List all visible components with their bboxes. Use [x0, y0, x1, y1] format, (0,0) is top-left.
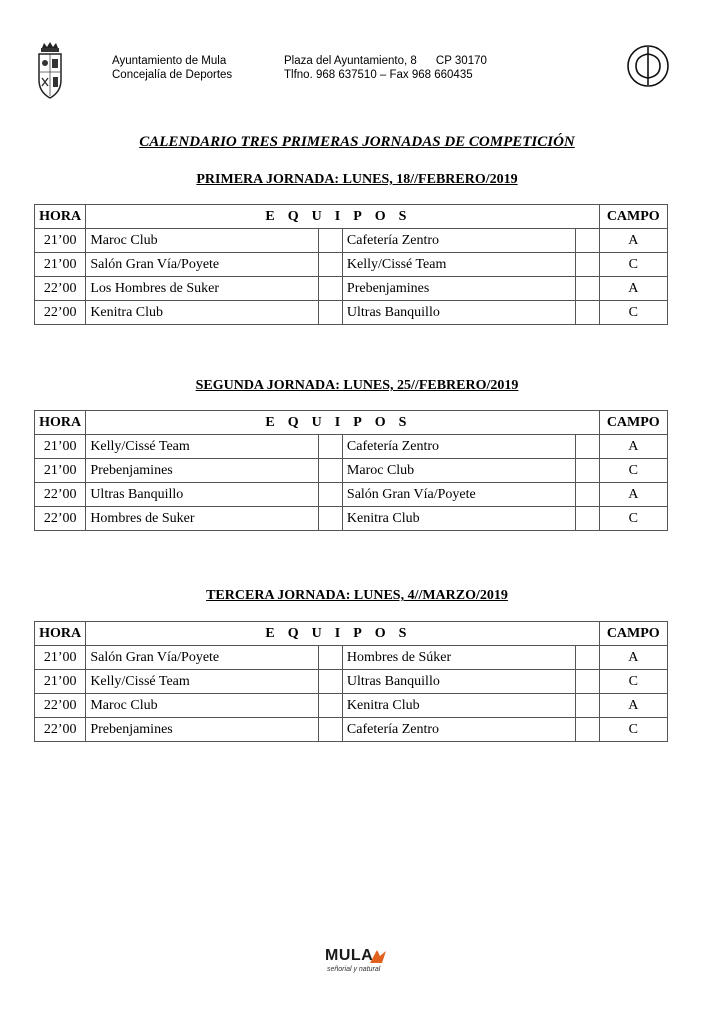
match-away-team: Prebenjamines	[342, 277, 575, 301]
empty-cell	[319, 718, 343, 742]
brand-accent-icon	[369, 948, 387, 964]
match-home-team: Prebenjamines	[86, 459, 319, 483]
table-row	[35, 670, 668, 694]
match-home-team: Los Hombres de Suker	[86, 277, 319, 301]
match-home-team: Prebenjamines	[86, 718, 319, 742]
header-equipos: EQUIPOS	[86, 411, 599, 435]
match-campo: C	[599, 718, 667, 742]
contact-block	[284, 54, 487, 82]
match-campo: C	[599, 253, 667, 277]
match-campo: A	[599, 694, 667, 718]
match-hora: 21’00	[35, 646, 86, 670]
match-campo: C	[599, 670, 667, 694]
match-home-team: Maroc Club	[86, 229, 319, 253]
table-row	[35, 483, 668, 507]
empty-cell	[575, 718, 599, 742]
brand-tagline: señorial y natural	[327, 966, 381, 973]
match-away-team: Ultras Banquillo	[342, 670, 575, 694]
match-away-team: Kelly/Cissé Team	[342, 253, 575, 277]
institution-address-block	[112, 54, 232, 82]
match-campo: A	[599, 483, 667, 507]
table-header-row	[35, 411, 668, 435]
match-hora: 22’00	[35, 694, 86, 718]
match-hora: 21’00	[35, 229, 86, 253]
table-row	[35, 435, 668, 459]
empty-cell	[319, 435, 343, 459]
table-row	[35, 253, 668, 277]
match-away-team: Maroc Club	[342, 459, 575, 483]
jornada-3-title: TERCERA JORNADA: LUNES, 4//MARZO/2019	[206, 588, 508, 603]
table-row	[35, 229, 668, 253]
jornada-3-table	[34, 621, 668, 742]
match-home-team: Kenitra Club	[86, 301, 319, 325]
empty-cell	[575, 507, 599, 531]
match-hora: 22’00	[35, 507, 86, 531]
match-home-team: Kelly/Cissé Team	[86, 435, 319, 459]
empty-cell	[575, 301, 599, 325]
empty-cell	[319, 507, 343, 531]
match-away-team: Cafetería Zentro	[342, 435, 575, 459]
empty-cell	[319, 694, 343, 718]
empty-cell	[319, 253, 343, 277]
header-hora: HORA	[35, 205, 86, 229]
match-away-team: Kenitra Club	[342, 507, 575, 531]
empty-cell	[319, 301, 343, 325]
empty-cell	[319, 670, 343, 694]
empty-cell	[319, 646, 343, 670]
institution-name: Ayuntamiento de Mula	[112, 55, 227, 67]
department-name: Concejalía de Deportes	[112, 69, 233, 81]
match-campo: A	[599, 435, 667, 459]
table-row	[35, 277, 668, 301]
match-home-team: Ultras Banquillo	[86, 483, 319, 507]
brand-wordmark: MULA	[325, 947, 374, 964]
empty-cell	[319, 229, 343, 253]
jornada-1-table	[34, 204, 668, 325]
empty-cell	[575, 277, 599, 301]
match-hora: 22’00	[35, 718, 86, 742]
table-row	[35, 301, 668, 325]
empty-cell	[575, 483, 599, 507]
match-campo: C	[599, 459, 667, 483]
table-header-row	[35, 622, 668, 646]
match-home-team: Hombres de Suker	[86, 507, 319, 531]
match-hora: 21’00	[35, 459, 86, 483]
match-away-team: Kenitra Club	[342, 694, 575, 718]
header-equipos: EQUIPOS	[86, 622, 599, 646]
phone-fax: Tlfno. 968 637510 – Fax 968 660435	[284, 69, 473, 81]
empty-cell	[575, 253, 599, 277]
postal-address: Plaza del Ayuntamiento, 8 CP 30170	[284, 55, 487, 67]
match-campo: A	[599, 646, 667, 670]
match-hora: 21’00	[35, 253, 86, 277]
match-hora: 22’00	[35, 483, 86, 507]
header-equipos: EQUIPOS	[86, 205, 599, 229]
table-row	[35, 459, 668, 483]
match-home-team: Maroc Club	[86, 694, 319, 718]
match-hora: 21’00	[35, 435, 86, 459]
table-row	[35, 694, 668, 718]
empty-cell	[575, 435, 599, 459]
match-hora: 21’00	[35, 670, 86, 694]
empty-cell	[319, 483, 343, 507]
jornada-1-title: PRIMERA JORNADA: LUNES, 18//FEBRERO/2019	[196, 172, 518, 187]
match-campo: C	[599, 507, 667, 531]
header-campo: CAMPO	[599, 205, 667, 229]
match-campo: C	[599, 301, 667, 325]
sports-department-logo-icon	[626, 44, 670, 88]
empty-cell	[575, 694, 599, 718]
match-home-team: Salón Gran Vía/Poyete	[86, 253, 319, 277]
table-row	[35, 718, 668, 742]
mula-brand-logo	[325, 947, 395, 981]
jornada-2-table	[34, 410, 668, 531]
table-row	[35, 646, 668, 670]
empty-cell	[319, 459, 343, 483]
match-away-team: Cafetería Zentro	[342, 718, 575, 742]
municipal-crest-icon	[34, 42, 66, 100]
empty-cell	[575, 229, 599, 253]
letterhead	[0, 0, 714, 110]
header-hora: HORA	[35, 411, 86, 435]
match-campo: A	[599, 229, 667, 253]
empty-cell	[319, 277, 343, 301]
match-hora: 22’00	[35, 277, 86, 301]
empty-cell	[575, 459, 599, 483]
table-header-row	[35, 205, 668, 229]
match-campo: A	[599, 277, 667, 301]
header-campo: CAMPO	[599, 622, 667, 646]
empty-cell	[575, 646, 599, 670]
match-away-team: Ultras Banquillo	[342, 301, 575, 325]
jornada-2-title: SEGUNDA JORNADA: LUNES, 25//FEBRERO/2019	[195, 378, 519, 393]
empty-cell	[575, 670, 599, 694]
match-home-team: Kelly/Cissé Team	[86, 670, 319, 694]
match-away-team: Salón Gran Vía/Poyete	[342, 483, 575, 507]
match-home-team: Salón Gran Vía/Poyete	[86, 646, 319, 670]
header-hora: HORA	[35, 622, 86, 646]
match-hora: 22’00	[35, 301, 86, 325]
match-away-team: Cafetería Zentro	[342, 229, 575, 253]
document-title: CALENDARIO TRES PRIMERAS JORNADAS DE COMPETICIÓN	[139, 134, 575, 150]
table-row	[35, 507, 668, 531]
header-campo: CAMPO	[599, 411, 667, 435]
match-away-team: Hombres de Súker	[342, 646, 575, 670]
